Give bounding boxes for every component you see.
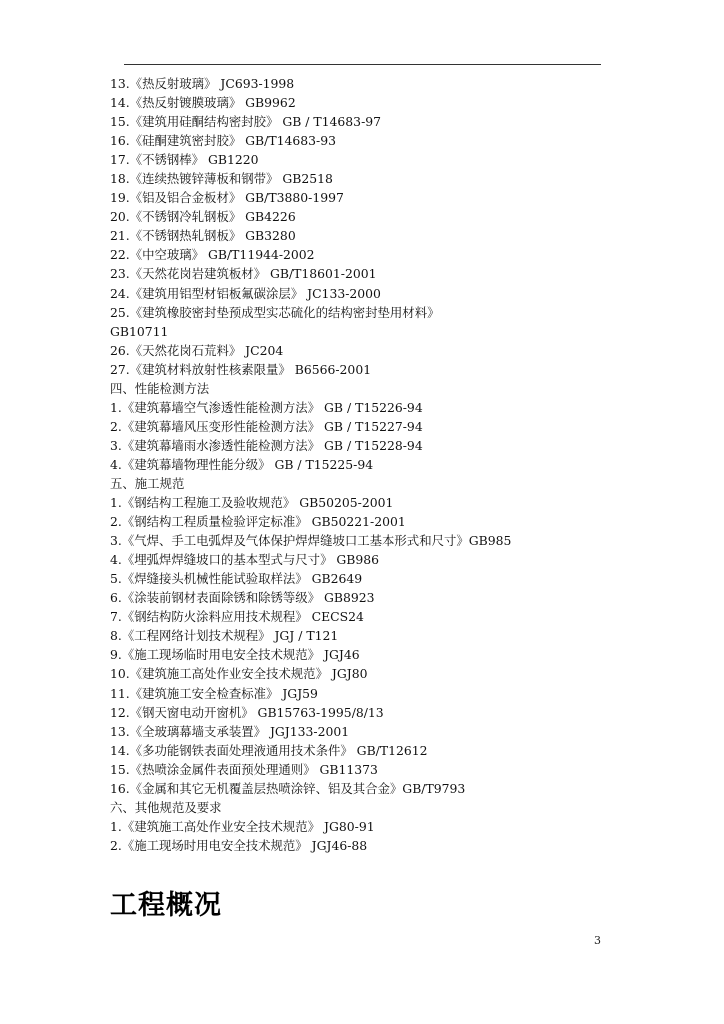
section-heading: 五、施工规范 (110, 475, 185, 491)
list-line: 2.《建筑幕墙风压变形性能检测方法》 GB / T15227-94 (110, 418, 423, 434)
header-rule (124, 64, 601, 65)
list-line: 13.《热反射玻璃》 JC693-1998 (110, 76, 295, 91)
list-line: 2.《施工现场时用电安全技术规范》 JGJ46-88 (110, 837, 368, 853)
list-line: 19.《铝及铝合金板材》 GB/T3880-1997 (110, 190, 344, 206)
list-line: 4.《埋弧焊焊缝坡口的基本型式与尺寸》 GB986 (110, 552, 380, 568)
list-line: 2.《钢结构工程质量检验评定标准》 GB50221-2001 (110, 514, 406, 530)
list-line: 13.《全玻璃幕墙支承装置》 JGJ133-2001 (110, 723, 350, 739)
section-heading: 六、其他规范及要求 (110, 799, 222, 815)
list-line: 17.《不锈钢棒》 GB1220 (110, 152, 259, 168)
list-line: 23.《天然花岗岩建筑板材》 GB/T18601-2001 (110, 266, 377, 282)
list-line: 10.《建筑施工高处作业安全技术规范》 JGJ80 (110, 666, 368, 682)
list-line: 16.《金属和其它无机覆盖层热喷涂锌、铝及其合金》GB/T9793 (110, 780, 466, 796)
page-number: 3 (594, 934, 601, 947)
list-line: 6.《涂装前钢材表面除锈和除锈等级》 GB8923 (110, 590, 375, 606)
list-line: 22.《中空玻璃》 GB/T11944-2002 (110, 247, 315, 263)
list-line: 15.《热喷涂金属件表面预处理通则》 GB11373 (110, 761, 378, 777)
list-line: 9.《施工现场临时用电安全技术规范》 JGJ46 (110, 647, 360, 663)
standards-list (110, 74, 610, 855)
list-line: 3.《气焊、手工电弧焊及气体保护焊焊缝坡口工基本形式和尺寸》GB985 (110, 533, 512, 549)
list-line: 4.《建筑幕墙物理性能分级》 GB / T15225-94 (110, 456, 374, 472)
list-line: 1.《建筑幕墙空气渗透性能检测方法》 GB / T15226-94 (110, 399, 423, 415)
list-line: 24.《建筑用铝型材铝板氟碳涂层》 JC133-2000 (110, 285, 381, 301)
list-line: 3.《建筑幕墙雨水渗透性能检测方法》 GB / T15228-94 (110, 437, 423, 453)
list-line: 14.《热反射镀膜玻璃》 GB9962 (110, 95, 296, 111)
list-line: 26.《天然花岗石荒料》 JC204 (110, 342, 284, 358)
list-line: 20.《不锈钢冷轧钢板》 GB4226 (110, 209, 296, 225)
list-line: 14.《多功能钢铁表面处理液通用技术条件》 GB/T12612 (110, 742, 428, 758)
list-line: 16.《硅酮建筑密封胶》 GB/T14683-93 (110, 133, 336, 149)
section-heading: 四、性能检测方法 (110, 380, 210, 396)
list-line: 21.《不锈钢热轧钢板》 GB3280 (110, 228, 296, 244)
list-line: 18.《连续热镀锌薄板和钢带》 GB2518 (110, 171, 333, 187)
list-line: 5.《焊缝接头机械性能试验取样法》 GB2649 (110, 571, 363, 587)
list-line: 15.《建筑用硅酮结构密封胶》 GB / T14683-97 (110, 114, 382, 130)
list-line: 1.《钢结构工程施工及验收规范》 GB50205-2001 (110, 495, 394, 511)
list-line: 11.《建筑施工安全检查标准》 JGJ59 (110, 685, 318, 701)
list-line: GB10711 (110, 323, 169, 339)
list-line: 1.《建筑施工高处作业安全技术规范》 JG80-91 (110, 818, 375, 834)
list-line: 7.《钢结构防火涂料应用技术规程》 CECS24 (110, 609, 364, 625)
section-title: 工程概况 (110, 890, 222, 921)
list-line: 25.《建筑橡胶密封垫预成型实芯硫化的结构密封垫用材料》 (110, 304, 440, 320)
list-line: 27.《建筑材料放射性核素限量》 B6566-2001 (110, 361, 372, 377)
list-line: 12.《钢天窗电动开窗机》 GB15763-1995/8/13 (110, 704, 384, 720)
list-line: 8.《工程网络计划技术规程》 JGJ / T121 (110, 628, 339, 644)
